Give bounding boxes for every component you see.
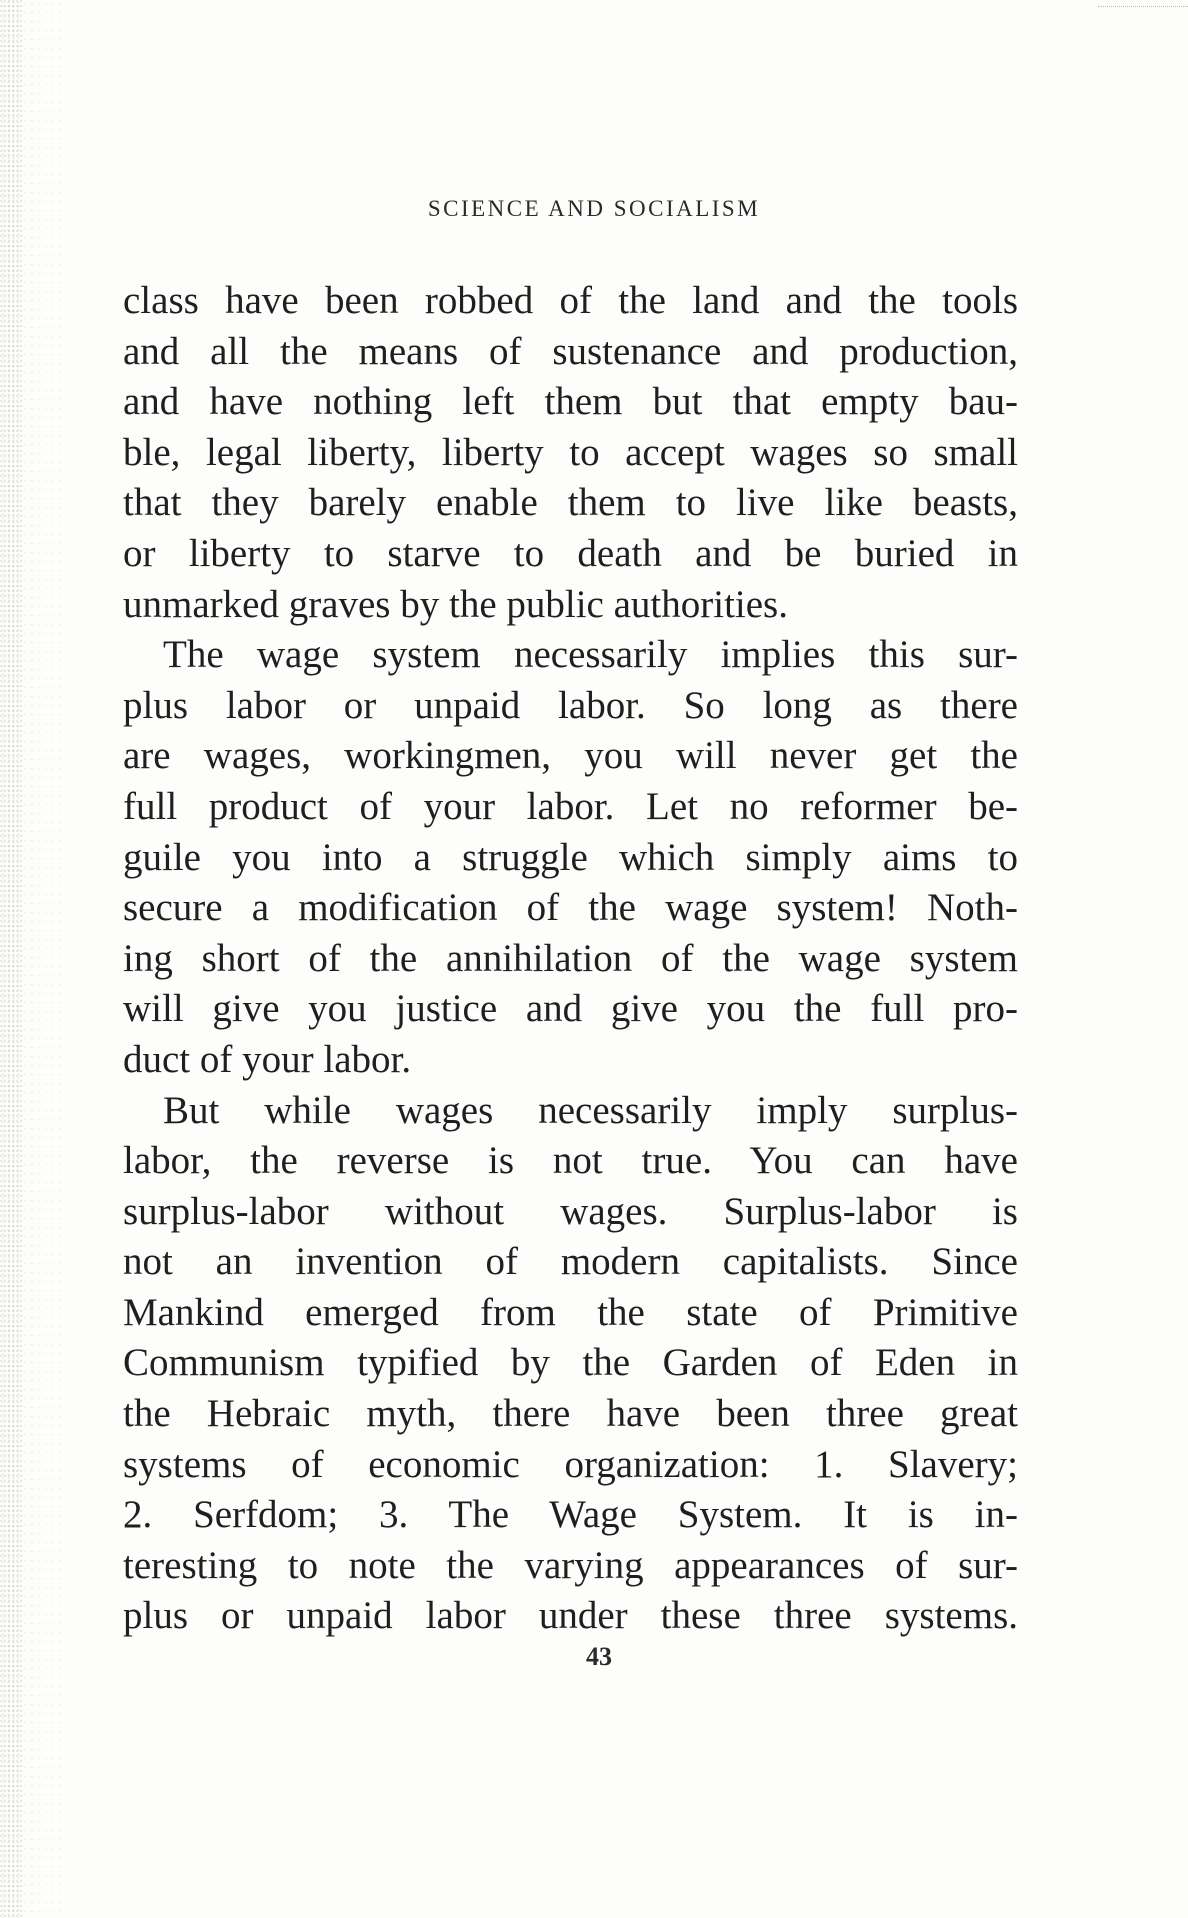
text-line: and all the means of sustenance and production, — [123, 329, 1018, 373]
text-line: plus labor or unpaid labor. So long as there — [123, 683, 1018, 727]
text-line: class have been robbed of the land and the tools — [123, 279, 1018, 322]
body-text — [123, 276, 1018, 1642]
running-head: SCIENCE AND SOCIALISM — [427, 196, 761, 221]
text-line: plus or unpaid labor under these three systems. — [123, 1594, 1018, 1638]
text-line: unmarked graves by the public authorities. — [123, 582, 788, 626]
text-line: full product of your labor. Let no reformer be- — [123, 784, 1018, 828]
text-line: or liberty to starve to death and be buried in — [123, 531, 1018, 575]
text-line: the Hebraic myth, there have been three great — [123, 1392, 1018, 1436]
text-line: Mankind emerged from the state of Primitive — [123, 1290, 1018, 1334]
text-line: ble, legal liberty, liberty to accept wages so small — [123, 430, 1018, 474]
text-line: and have nothing left them but that empty bau- — [123, 380, 1018, 424]
text-line: But while wages necessarily imply surplus- — [163, 1088, 1018, 1132]
text-line: secure a modification of the wage system! Noth- — [123, 886, 1018, 930]
text-line: The wage system necessarily implies this sur- — [163, 633, 1018, 677]
paragraph-2 — [123, 630, 1018, 1085]
paragraph-1 — [123, 276, 1018, 630]
text-line: labor, the reverse is not true. You can have — [123, 1139, 1018, 1183]
text-line: guile you into a struggle which simply aims to — [123, 835, 1018, 879]
text-line: are wages, workingmen, you will never get the — [123, 734, 1018, 778]
scan-gutter-fade — [22, 0, 62, 1918]
text-line: systems of economic organization: 1. Slavery; — [123, 1442, 1018, 1486]
text-line: 2. Serfdom; 3. The Wage System. It is in- — [123, 1493, 1018, 1537]
text-line: ing short of the annihilation of the wage system — [123, 936, 1018, 980]
text-line: surplus-labor without wages. Surplus-labor is — [123, 1189, 1018, 1233]
page-number: 43 — [586, 1642, 612, 1671]
scan-edge-mark — [1098, 6, 1188, 7]
text-line: that they barely enable them to live like beasts, — [123, 481, 1018, 525]
text-line: not an invention of modern capitalists. Since — [123, 1240, 1018, 1284]
scan-gutter-speckle — [0, 0, 22, 1918]
text-line: Communism typified by the Garden of Eden in — [123, 1341, 1018, 1385]
text-line: duct of your labor. — [123, 1037, 412, 1081]
text-line: will give you justice and give you the full pro- — [123, 987, 1018, 1031]
paragraph-3 — [123, 1086, 1018, 1643]
text-line: teresting to note the varying appearances of sur- — [123, 1543, 1018, 1587]
